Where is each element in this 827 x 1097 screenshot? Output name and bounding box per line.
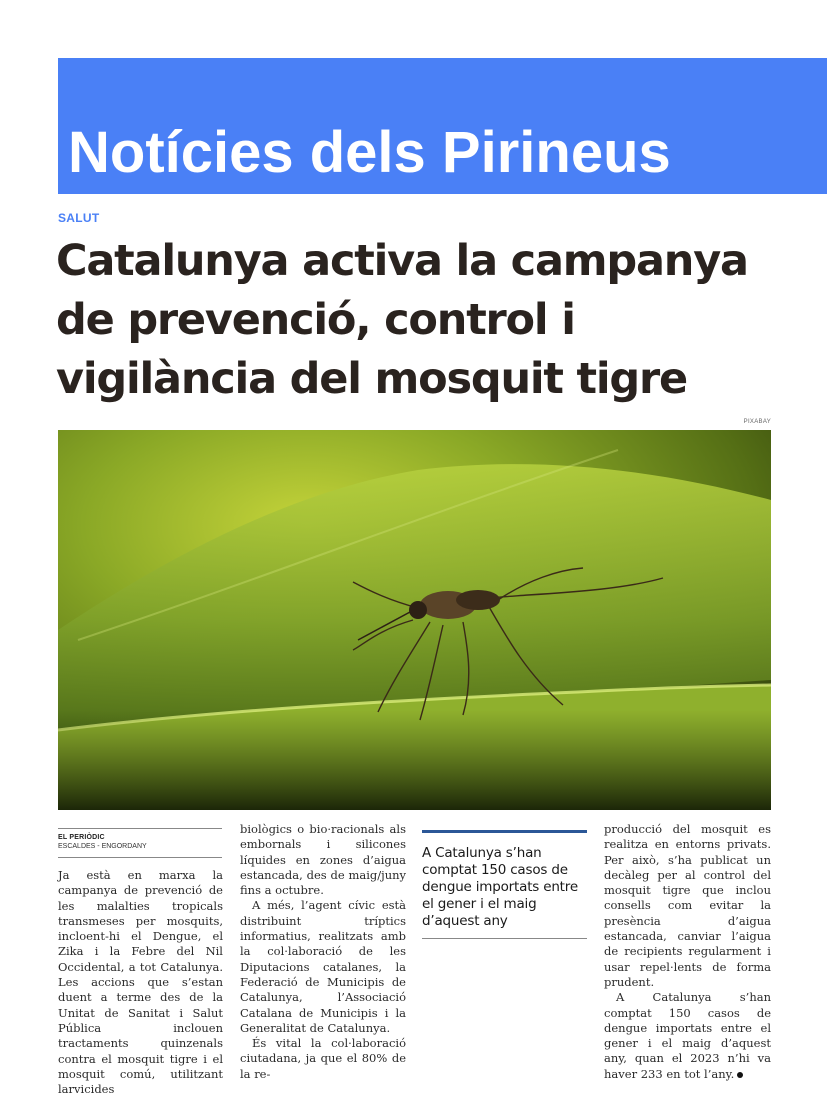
byline-divider xyxy=(58,857,222,858)
byline-location: ESCALDES - ENGORDANY xyxy=(58,843,147,850)
pull-quote-text: A Catalunya s’han comptat 150 casos de dengue importats entre el gener i el maig d’aquest any xyxy=(422,845,578,929)
photo-credit: PIXABAY xyxy=(743,419,771,425)
headline: Catalunya activa la campanya de prevenció, control i vigilància del mosquit tigre xyxy=(56,236,748,404)
paragraph: A més, l’agent cívic està distribuint tríptics informatius, realitzats amb la col·laboració de les Diputacions catalanes, la Federació de Municipis de Catalunya, l’Associació Catalana de Municipis i la Generalitat de Catalunya. xyxy=(240,898,406,1035)
byline-name: EL PERIÒDIC xyxy=(58,834,105,841)
byline xyxy=(58,828,222,850)
paragraph: És vital la col·laboració ciutadana, ja que el 80% de la re- xyxy=(240,1036,406,1081)
paragraph: biològics o bio·racionals als embornals i silicones líquides en zones d’aigua estancada, des de maig/juny fins a octubre. xyxy=(240,822,406,898)
end-of-article-icon xyxy=(737,1072,743,1078)
pull-quote xyxy=(422,830,587,939)
article-column-1 xyxy=(58,868,223,1097)
section-label: SALUT xyxy=(58,211,100,225)
article-column-2 xyxy=(240,822,406,1081)
masthead xyxy=(58,58,827,194)
article-column-4 xyxy=(604,822,771,1081)
mosquito-photo xyxy=(58,430,771,810)
masthead-title: Notícies dels Pirineus xyxy=(68,120,671,185)
paragraph-text: A Catalunya s’han comptat 150 casos de dengue importats entre el gener i el maig d’aquest any, quan el 2023 n’hi va haver 233 en tot l’any. xyxy=(604,990,771,1081)
paragraph: Ja està en marxa la campanya de prevenció de les malalties tropicals transmeses per mosquits, incloent-hi el Dengue, el Zika i la Febre del Nil Occidental, a tot Catalunya. Les accions que s’estan duent a terme des de la Unitat de Sanitat i Salut Pública inclouen tractaments quinzenals contra el mosquit tigre i el mosquit comú, utilitzant larvicides xyxy=(58,868,223,1097)
paragraph: producció del mosquit es realitza en entorns privats. Per això, s’ha publicat un decàleg per al control del mosquit tigre que inclou consells com evitar la presència d’aigua estancada, canviar l’aigua de recipients regularment i usar repel·lents de forma prudent. xyxy=(604,822,771,989)
paragraph-final xyxy=(604,990,771,1082)
